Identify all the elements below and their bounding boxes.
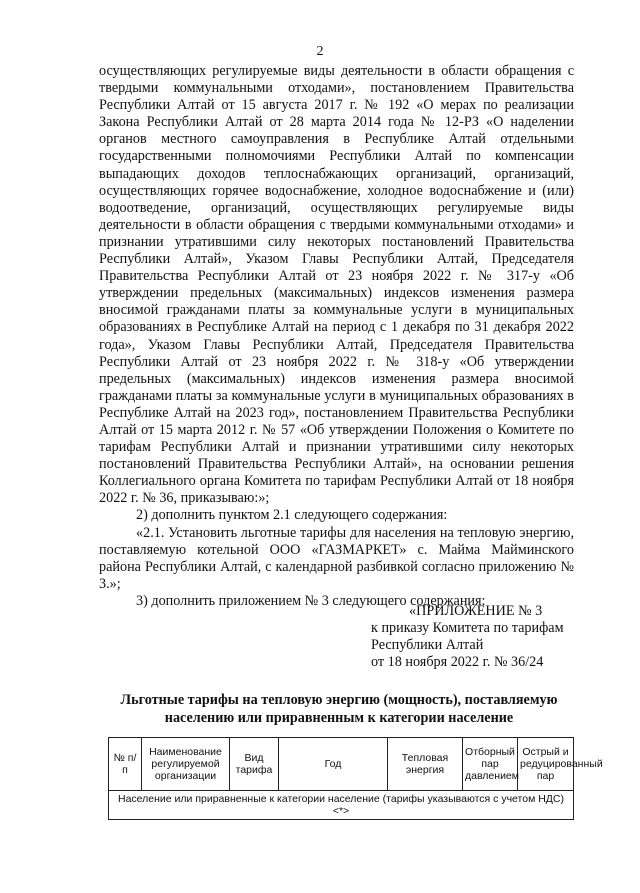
page-number: 2 bbox=[316, 44, 324, 59]
header-number: № п/п bbox=[109, 738, 142, 791]
table-title-line-1: Льготные тарифы на тепловую энергию (мощность), поставляемую bbox=[120, 692, 558, 708]
table-header-row bbox=[109, 738, 574, 791]
body-paragraph-item-3: 3) дополнить приложением № 3 следующего содержания: bbox=[136, 592, 486, 609]
body-paragraph-legal-basis: осуществляющих регулируемые виды деятельности в области обращения с твердыми коммунальными отходами», постановлением Правительства Республики Алтай от 15 августа 2017 г. № 192 «О мерах по реализации Закона Республики Алтай от 28 марта 2014 года № 12-РЗ «О наделении органов местного самоуправления в Республике Алтай отдельными государственными полномочиями Республики Алтай по компенсации выпадающих доходов теплоснабжающих организаций, организаций, осуществляющих горячее водоснабжение, холодное водоснабжение и (или) водоотведение, организаций, осуществляющих регулируемые виды деятельности в области обращения с твердыми коммунальными отходами» и признании утратившими силу некоторых постановлений Правительства Республики Алтай», Указом Главы Республики Алтай, Председателя Правительства Республики Алтай от 23 ноября 2022 г. № 317-у «Об утверждении предельных (максимальных) индексов изменения размера вносимой гражданами платы за коммунальные услуги в муниципальных образованиях в Республике Алтай на период с 1 декабря по 31 декабря 2022 года», Указом Главы Республики Алтай, Председателя Правительства Республики Алтай от 23 ноября 2022 г. № 318-у «Об утверждении предельных (максимальных) индексов изменения размера вносимой гражданами платы за коммунальные услуги в муниципальных образованиях в Республике Алтай на 2023 год», постановлением Правительства Республики Алтай от 15 марта 2012 г. № 57 «Об утверждении Положения о Комитете по тарифам Республики Алтай и признании утратившими силу некоторых постановлений Правительства Республики Алтай», на основании решения Коллегиального органа Комитета по тарифам Республики Алтай от 18 ноября 2022 г. № 36, приказываю:»; bbox=[99, 63, 574, 507]
table-row bbox=[109, 791, 574, 820]
order-body-text bbox=[99, 63, 574, 610]
header-year: Год bbox=[279, 738, 388, 791]
attachment-header bbox=[371, 603, 591, 671]
header-heat-energy: Тепловая энергия bbox=[388, 738, 463, 791]
attachment-reference: к приказу Комитета по тарифам bbox=[371, 620, 564, 637]
attachment-title: «ПРИЛОЖЕНИЕ № 3 bbox=[409, 603, 543, 619]
table-title bbox=[99, 692, 579, 727]
header-tariff-type: Вид тарифа bbox=[230, 738, 279, 791]
attachment-republic: Республики Алтай bbox=[371, 637, 484, 654]
table-section-population: Население или приравненные к категории население (тарифы указываются с учетом НДС) <*> bbox=[109, 791, 574, 820]
tariff-table bbox=[108, 737, 603, 820]
body-paragraph-item-2: 2) дополнить пунктом 2.1 следующего содержания: bbox=[136, 507, 448, 524]
attachment-date: от 18 ноября 2022 г. № 36/24 bbox=[371, 654, 544, 671]
table-title-line-2: населению или приравненным к категории население bbox=[164, 709, 514, 726]
body-paragraph-clause-2-1: «2.1. Установить льготные тарифы для населения на тепловую энергию, поставляемую котельной ООО «ГАЗМАРКЕТ» с. Майма Майминского района Республики Алтай, с календарной разбивкой согласно приложению № 3.»; bbox=[99, 524, 574, 592]
header-organization: Наименование регулируемой организации bbox=[142, 738, 230, 791]
header-extracted-steam: Отборный пар давлением bbox=[463, 738, 518, 791]
header-live-steam: Острый и редуцированный пар bbox=[518, 738, 574, 791]
